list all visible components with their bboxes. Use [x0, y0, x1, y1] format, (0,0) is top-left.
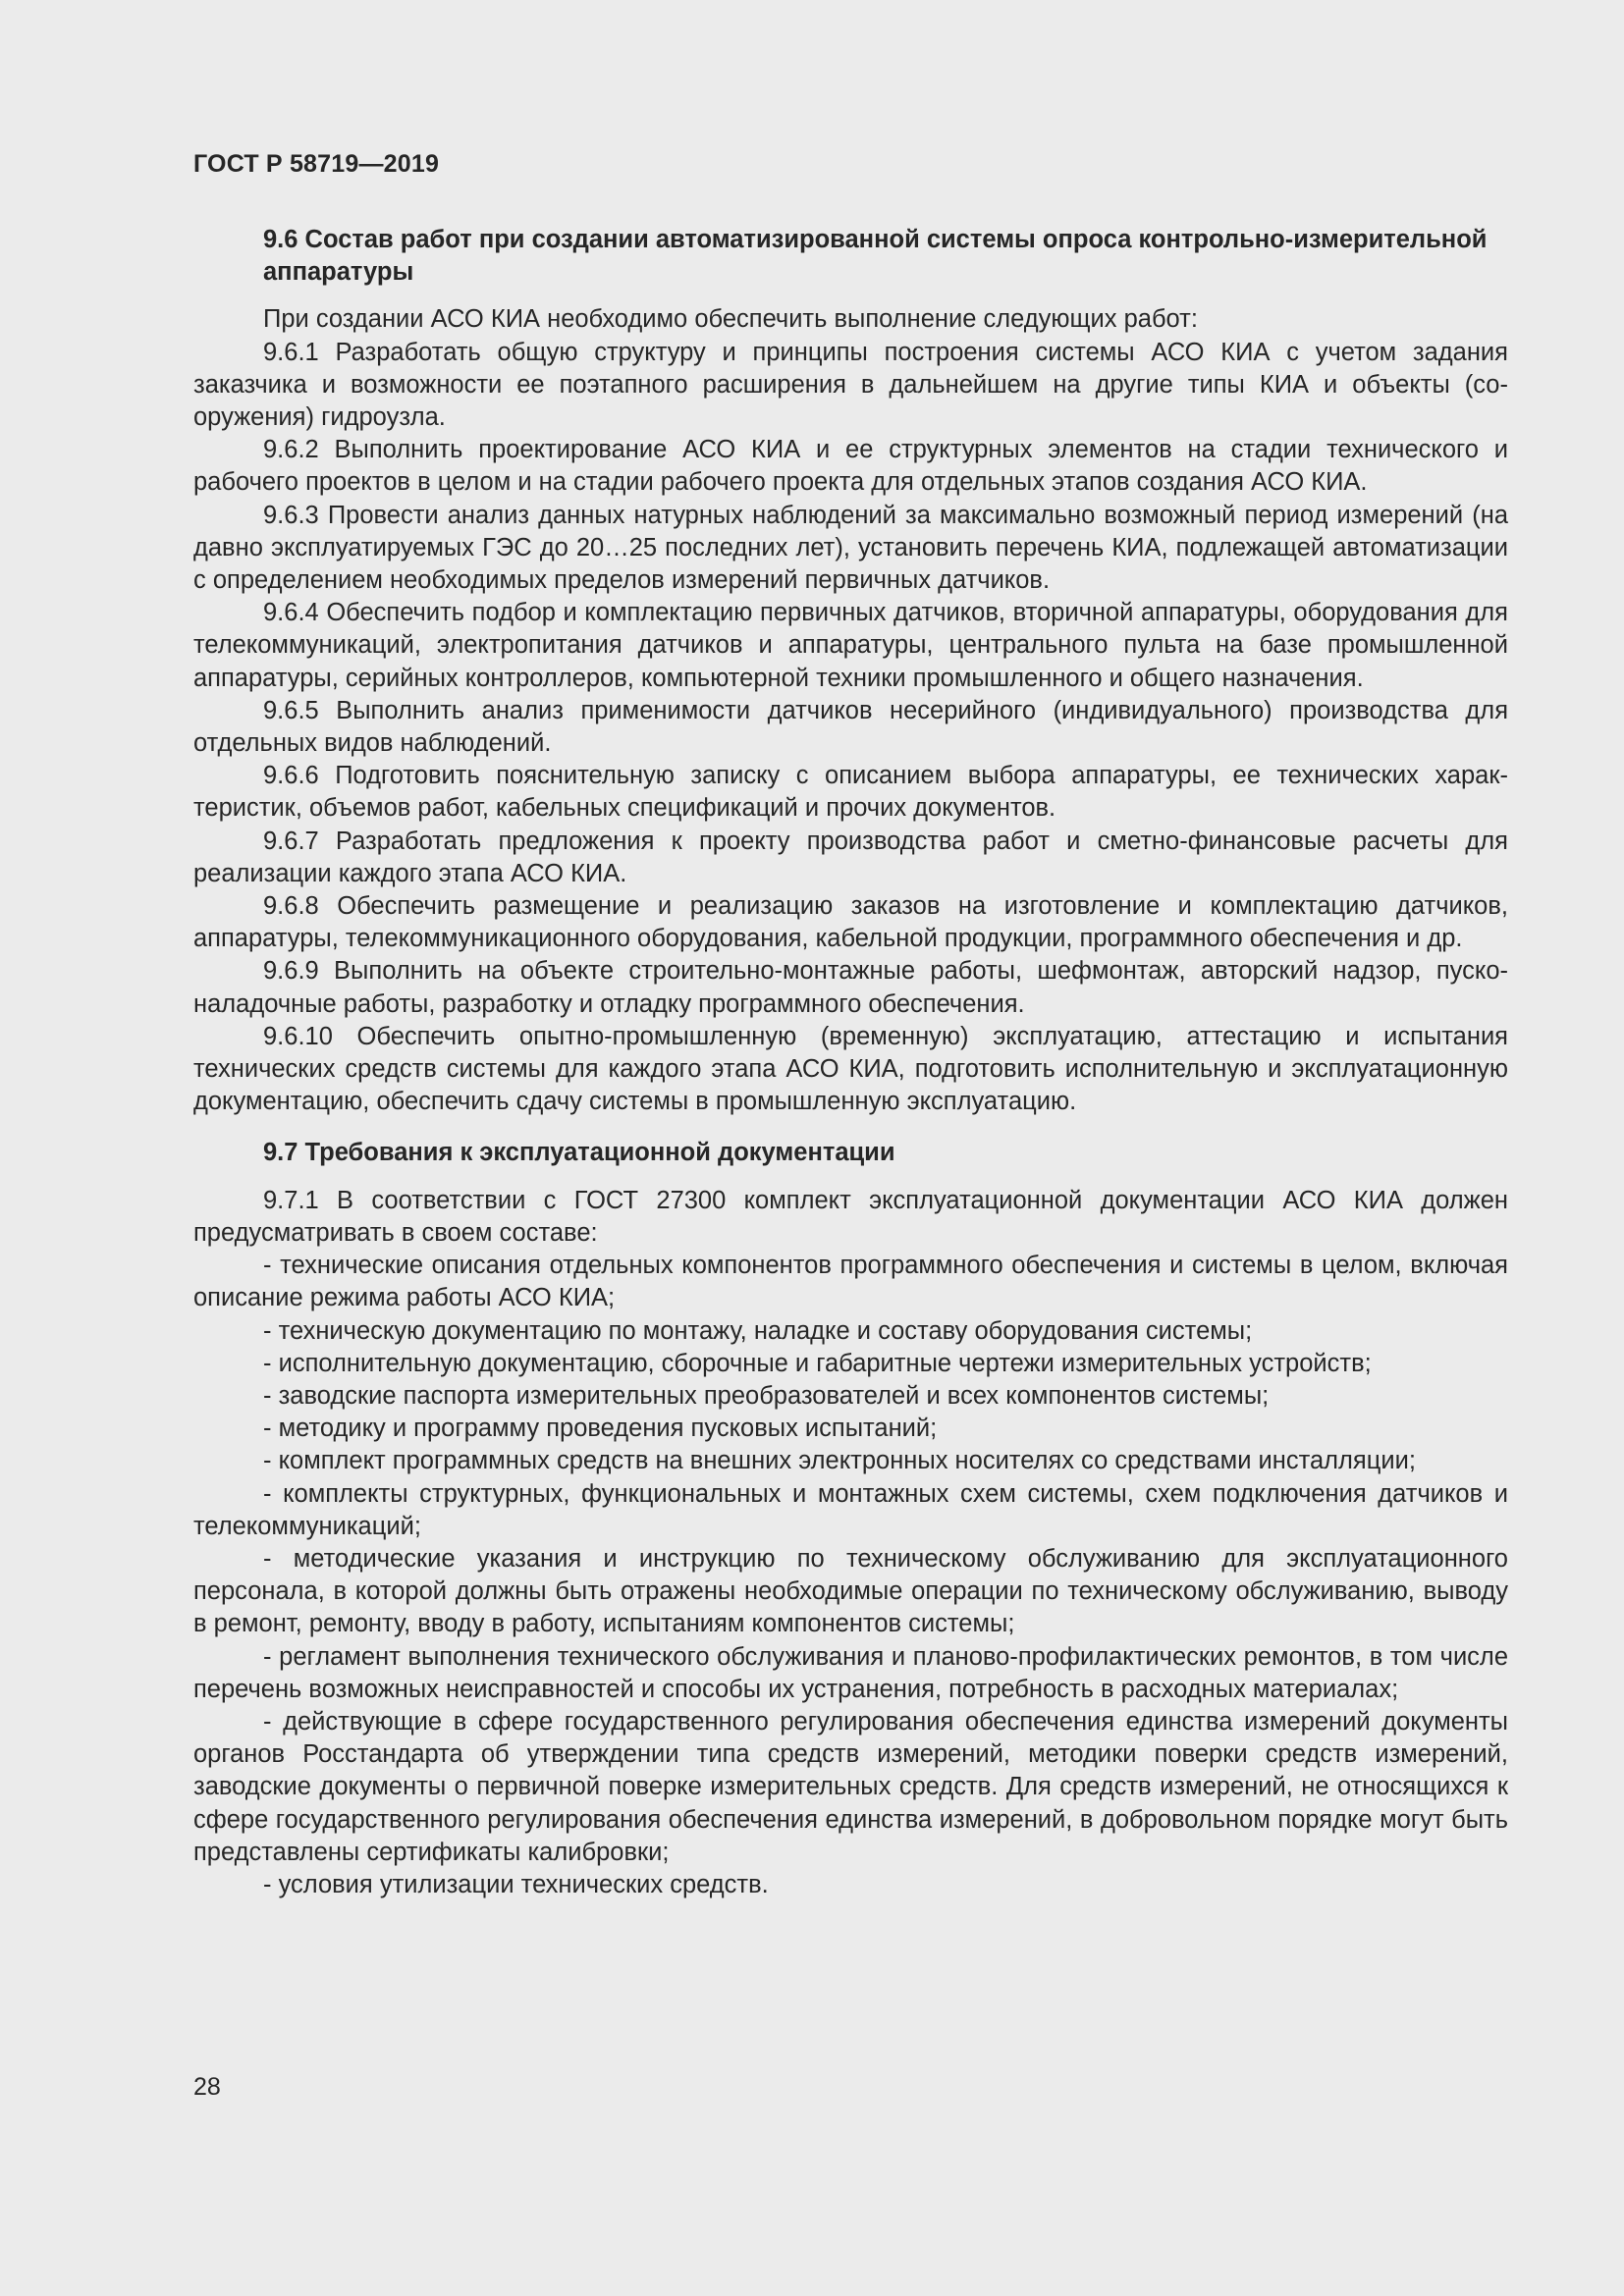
list-item: - методику и программу проведения пусковых испытаний; — [263, 1415, 938, 1443]
paragraph: 9.6.10 Обеспечить опытно-промышленную (временную) эксплуатацию, аттестацию и испытания технических средств системы для каждого этапа АСО КИА, подготовить исполнительную и эксплуатационную документацию, обеспечить сдачу системы в промышленную эксплуатацию. — [193, 1022, 1508, 1116]
list-item: - исполнительную документацию, сборочные и габаритные чертежи измерительных устройств; — [263, 1349, 1372, 1377]
list-item: - технические описания отдельных компонентов программного обеспечения и системы в целом, включая описание режима работы АСО КИА; — [193, 1252, 1508, 1312]
list-item: - комплекты структурных, функциональных и монтажных схем системы, схем подключения датчиков и телекоммуникаций; — [193, 1479, 1508, 1540]
paragraph: 9.6.3 Провести анализ данных натурных наблюдений за максимально возможный период измерений (на давно эксплуатируемых ГЭС до 20…25 последних лет), установить перечень КИА, подлежащей автоматизации с определением необходимых пределов измерений первичных датчиков. — [193, 501, 1508, 595]
paragraph: 9.6.8 Обеспечить размещение и реализацию заказов на изготовление и комплектацию датчиков, аппаратуры, телекоммуникационного оборудования, кабельной продукции, программного обеспечения и др. — [193, 892, 1508, 953]
list-item: - регламент выполнения технического обслуживания и планово-профилактических ремонтов, в том числе перечень возможных неисправностей и способы их устранения, потребность в расходных материалах; — [193, 1642, 1508, 1703]
list-item: - комплект программных средств на внешних электронных носителях со средствами инсталляции; — [263, 1447, 1416, 1475]
section-title-9-6: 9.6 Состав работ при создании автоматизированной системы опроса контрольно-измерительной аппаратуры — [263, 226, 1488, 287]
paragraph: 9.6.4 Обеспечить подбор и комплектацию первичных датчиков, вторичной аппаратуры, оборудования для телекоммуникаций, электропитания датчиков и аппаратуры, центрального пульта на базе промышленной аппаратуры, серийных контроллеров, компьютерной техники промышленного и общего назначения. — [193, 599, 1508, 692]
list-item: - условия утилизации технических средств. — [263, 1870, 769, 1898]
paragraph: 9.6.6 Подготовить пояснительную записку с описанием выбора аппаратуры, ее технических характеристик, объемов работ, кабельных спецификаций и прочих документов. — [193, 762, 1508, 823]
paragraph: 9.6.9 Выполнить на объекте строительно-монтажные работы, шефмонтаж, авторский надзор, пуско-наладочные работы, разработку и отладку программного обеспечения. — [193, 957, 1508, 1018]
document-header: ГОСТ Р 58719—2019 — [193, 150, 440, 178]
paragraph: 9.6.2 Выполнить проектирование АСО КИА и ее структурных элементов на стадии технического и рабочего проектов в целом и на стадии рабочего проекта для отдельных этапов создания АСО КИА. — [193, 436, 1508, 497]
list-item: - заводские паспорта измерительных преобразователей и всех компонентов системы; — [263, 1381, 1270, 1410]
list-item: - действующие в сфере государственного регулирования обеспечения единства измерений документы органов Росстандарта об утверждении типа средств измерений, методики поверки средств измерений, заводские документы о первичной поверке измерительных средств. Для средств измерений, не относящихся к сфере государственного регулирования обеспечения единства измерений, в добровольном порядке могут быть представлены сертификаты калибровки; — [193, 1707, 1508, 1866]
paragraph: 9.6.7 Разработать предложения к проекту производства работ и сметно-финансовые расчеты для реализации каждого этапа АСО КИА. — [193, 827, 1508, 887]
paragraph: При создании АСО КИА необходимо обеспечить выполнение следующих работ: — [263, 305, 1198, 334]
paragraph: 9.7.1 В соответствии с ГОСТ 27300 комплект эксплуатационной документации АСО КИА должен предусматривать в своем составе: — [193, 1186, 1508, 1247]
section-title-9-7: 9.7 Требования к эксплуатационной документации — [263, 1139, 895, 1167]
page-content — [193, 224, 1508, 1901]
list-item: - техническую документацию по монтажу, наладке и составу оборудования системы; — [263, 1316, 1253, 1345]
paragraph: 9.6.5 Выполнить анализ применимости датчиков несерийного (индивидуального) производства для отдельных видов наблюдений. — [193, 696, 1508, 758]
list-item: - методические указания и инструкцию по техническому обслуживанию для эксплуатационного персонала, в которой должны быть отражены необходимые операции по техническому обслуживанию, выводу в ремонт, ремонту, вводу в работу, испытаниям компонентов системы; — [193, 1544, 1508, 1638]
page-number: 28 — [193, 2073, 221, 2101]
paragraph: 9.6.1 Разработать общую структуру и принципы построения системы АСО КИА с учетом задания заказчика и возможности ее поэтапного расширения в дальнейшем на другие типы КИА и объекты (сооружения) гидроузла. — [193, 338, 1508, 432]
